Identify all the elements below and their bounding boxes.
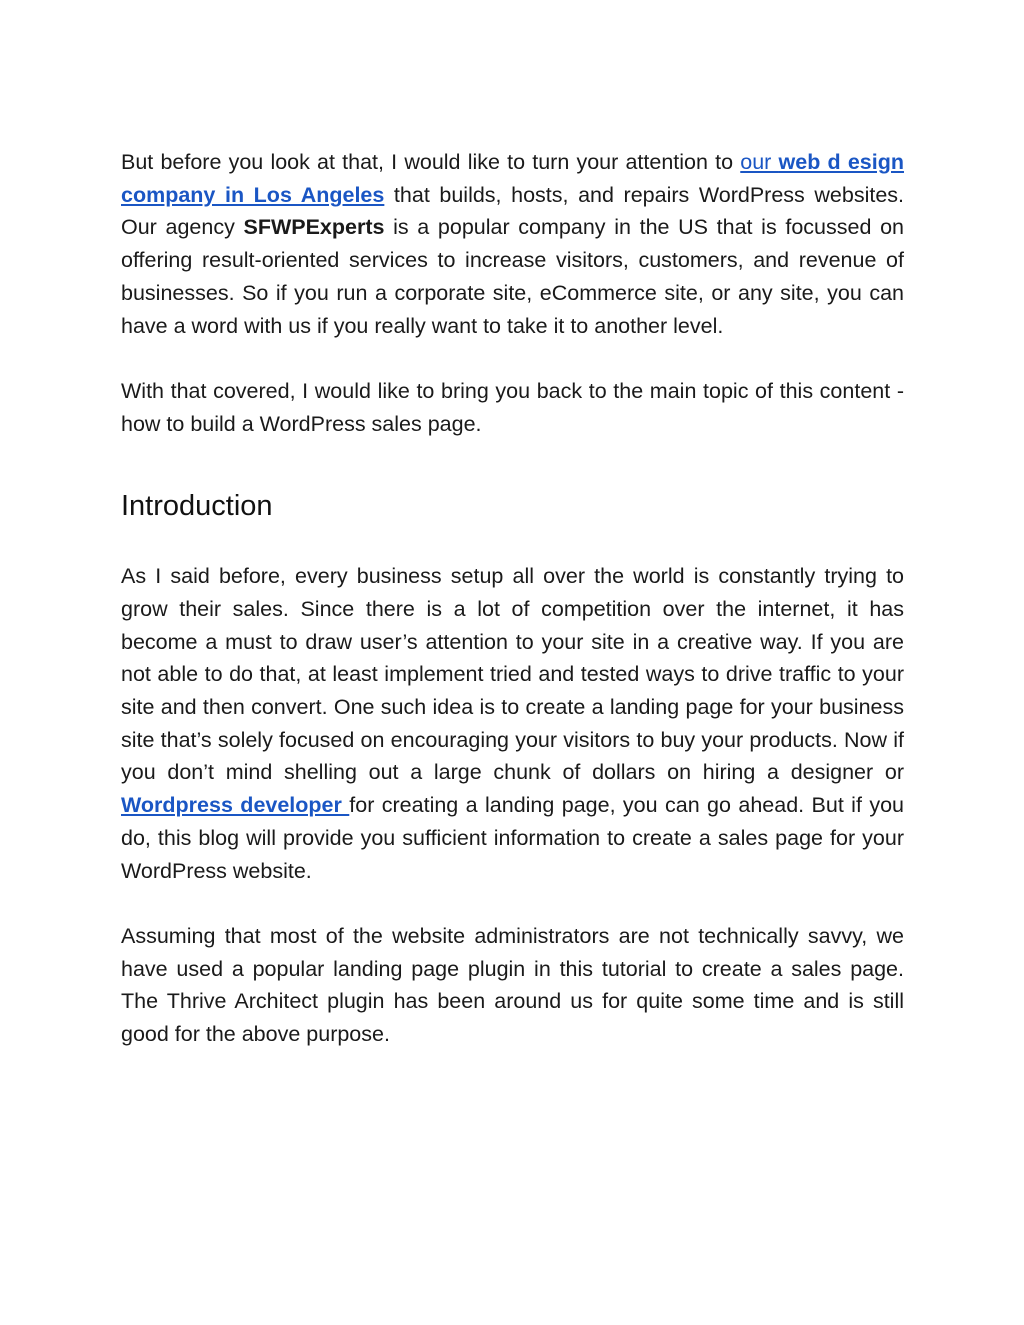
- document-page: [121, 146, 904, 1051]
- transition-paragraph: With that covered, I would like to bring you back to the main topic of this content - how to build a WordPress sales page.: [121, 378, 904, 436]
- wordpress-developer-link[interactable]: Wordpress developer: [121, 793, 350, 818]
- section-heading: Introduction: [121, 490, 273, 523]
- web-design-company-link[interactable]: web d esign company in Los Angeles: [121, 150, 904, 207]
- paragraph-text: is a popular company in the US that is focussed on offering result-oriented services to increase visitors, customers, and revenue of businesses. So if you run a corporate site, eCommerce site, or any site, you can have a word with us if you really want to take it to another level.: [121, 215, 904, 338]
- paragraph-text: for creating a landing page, you can go ahead. But if you do, this blog will provide you sufficient information to create a sales page for your WordPress website.: [121, 793, 904, 883]
- brand-name: SFWPExperts: [243, 215, 385, 240]
- intro-paragraph: [121, 146, 904, 342]
- plugin-paragraph: Assuming that most of the website administrators are not technically savvy, we have used a popular landing page plugin in this tutorial to create a sales page. The Thrive Architect plugin has been around us for quite some time and is still good for the above purpose.: [121, 923, 904, 1046]
- introduction-paragraph: [121, 560, 904, 887]
- paragraph-text: As I said before, every business setup all over the world is constantly trying to grow their sales. Since there is a lot of competition over the internet, it has become a must to draw user’s attention to your site in a creative way. If you are not able to do that, at least implement tried and tested ways to drive traffic to your site and then convert. One such idea is to create a landing page for your business site that’s solely focused on encouraging your visitors to buy your products. Now if you don’t mind shelling out a large chunk of dollars on hiring a designer or: [121, 564, 904, 785]
- paragraph-text: But before you look at that, I would like to turn your attention to: [121, 150, 741, 174]
- paragraph-text: that builds, hosts, and repairs WordPress websites. Our agency: [121, 182, 904, 240]
- our-link[interactable]: our: [740, 150, 779, 174]
